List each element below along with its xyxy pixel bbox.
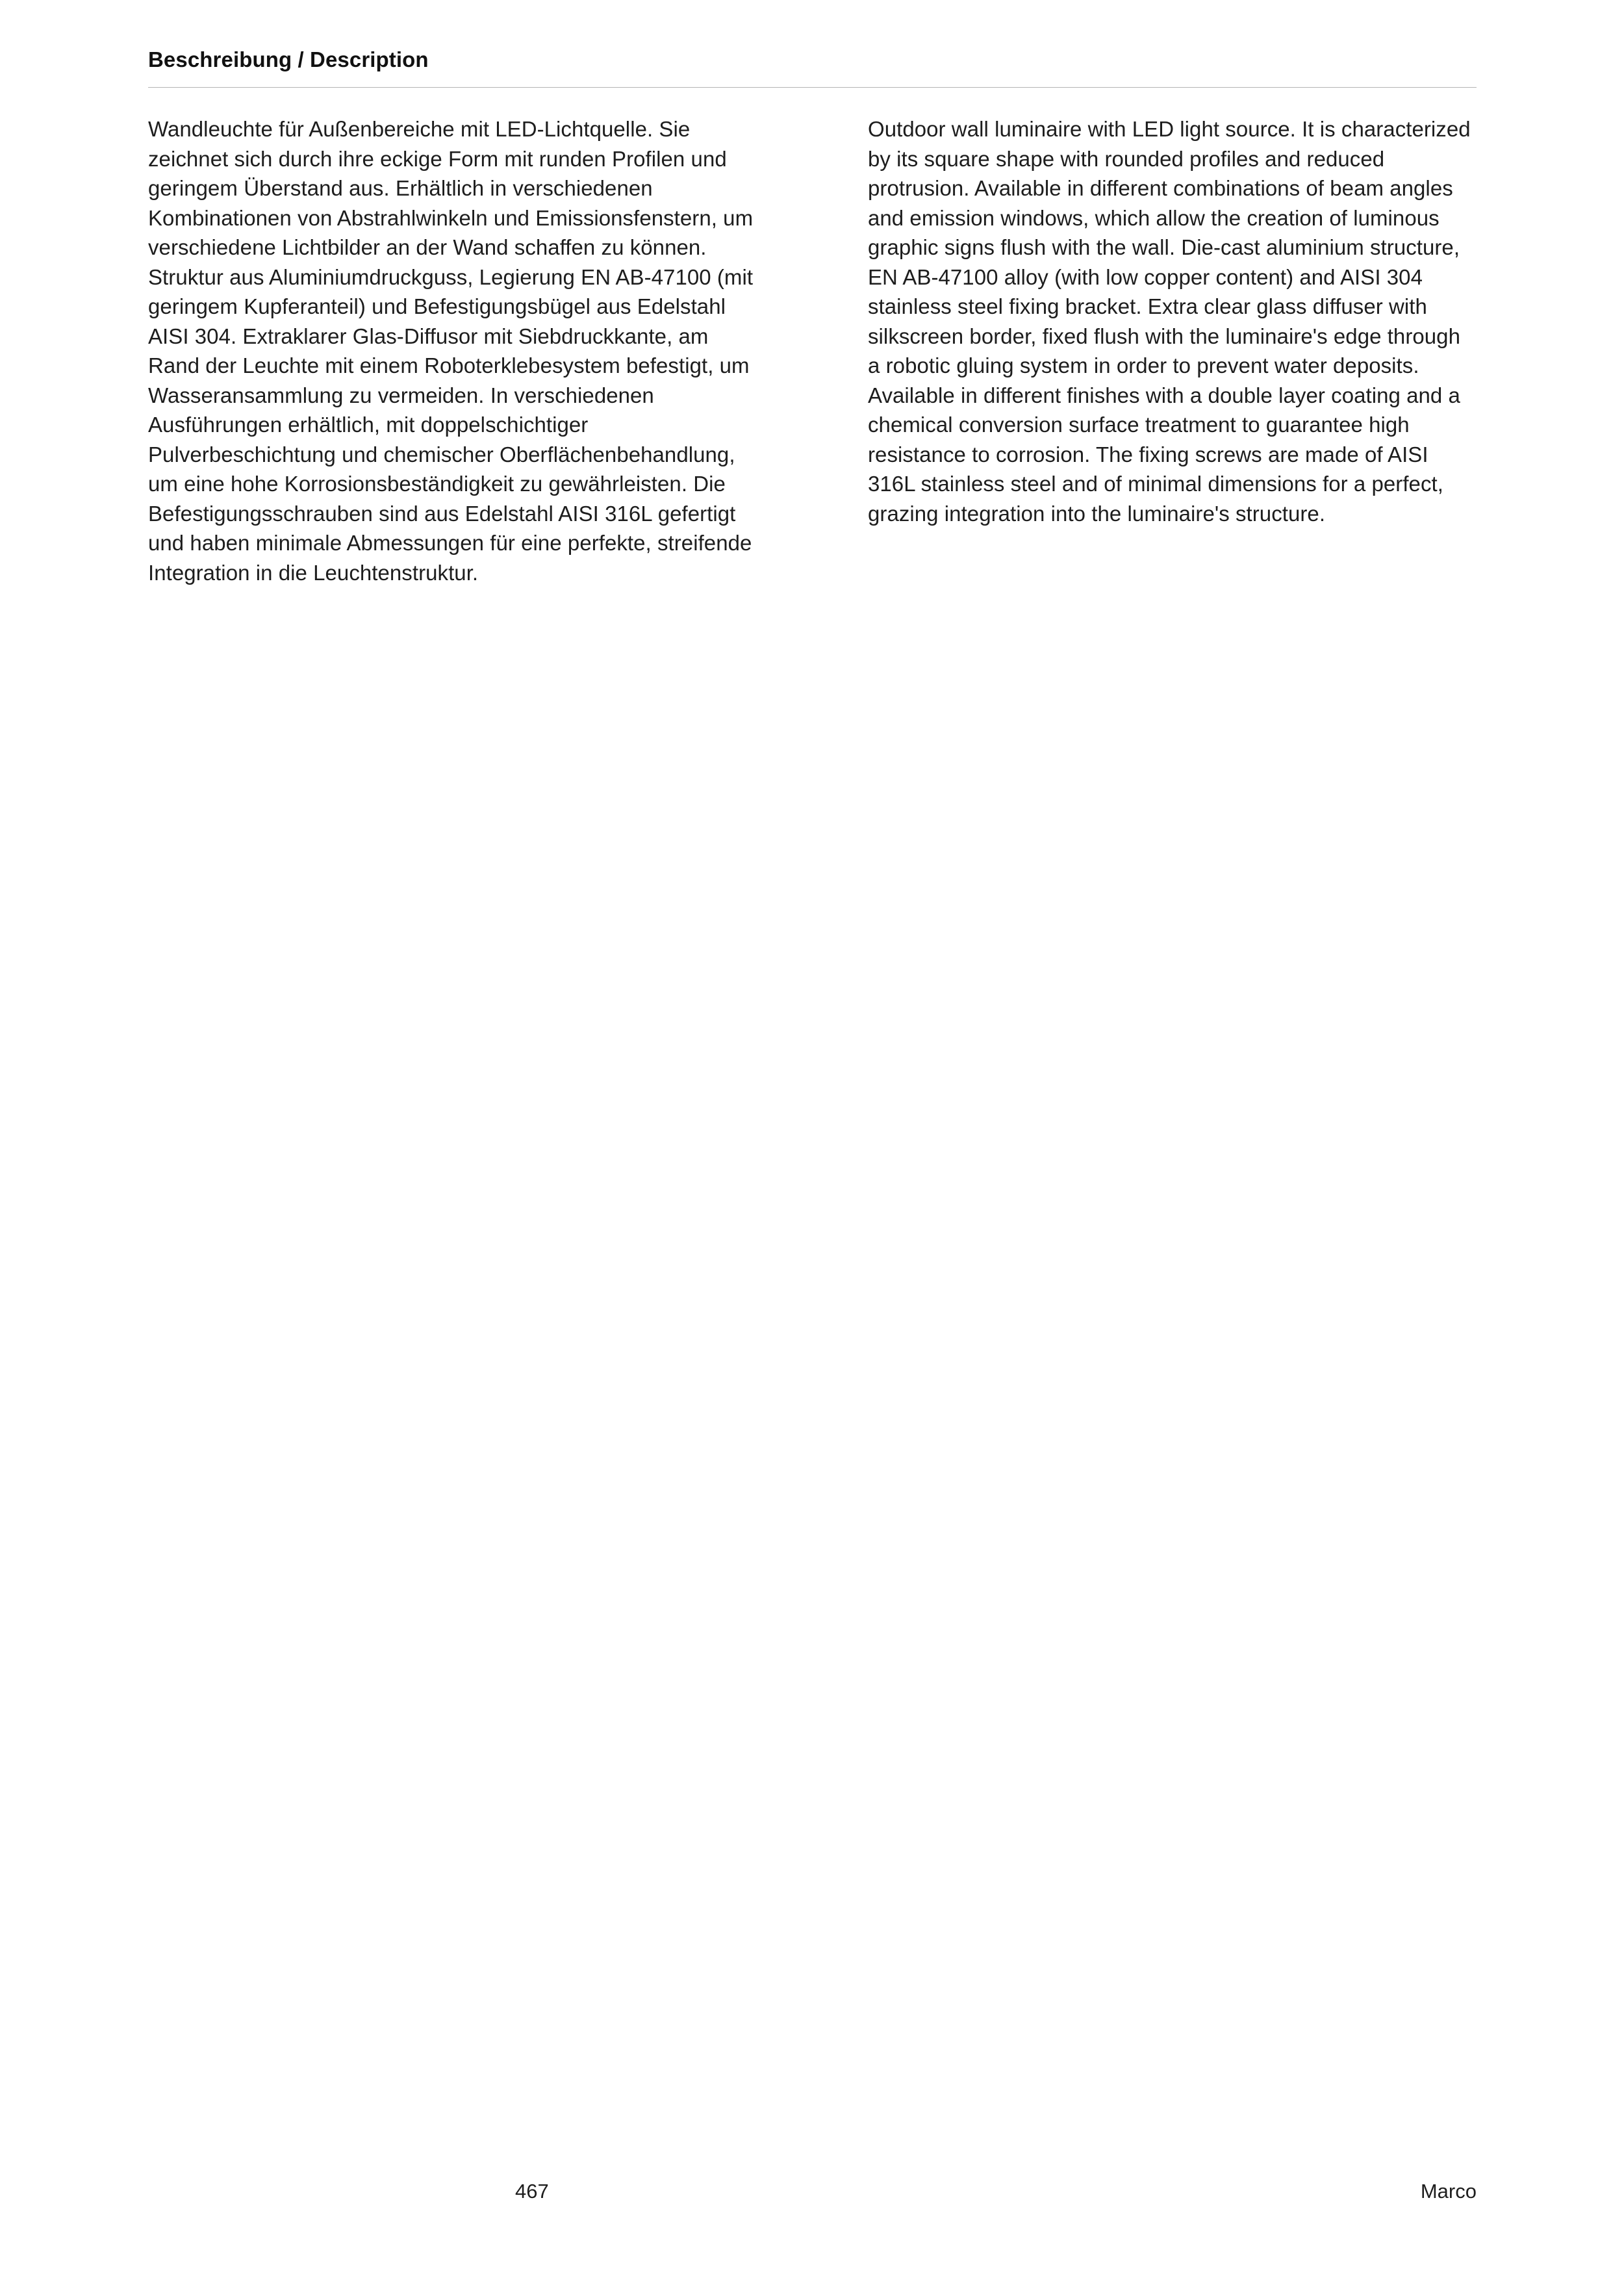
section-header bbox=[148, 47, 1477, 88]
page-number: 467 bbox=[515, 2180, 549, 2203]
description-columns bbox=[148, 114, 1477, 587]
page-title: Beschreibung / Description bbox=[148, 47, 429, 71]
description-column-german bbox=[148, 114, 756, 587]
header-divider bbox=[148, 87, 1477, 88]
description-text-german: Wandleuchte für Außenbereiche mit LED-Lichtquelle. Sie zeichnet sich durch ihre eckige Form mit runden Profilen und geringem Überstand aus. Erhältlich in verschiedenen Kombinationen von Abstrahlwinkeln und Emissionsfenstern, um verschiedene Lichtbilder an der Wand schaffen zu können. Struktur aus Aluminiumdruckguss, Legierung EN AB-47100 (mit geringem Kupferanteil) und Befestigungsbügel aus Edelstahl AISI 304. Extraklarer Glas-Diffusor mit Siebdruckkante, am Rand der Leuchte mit einem Roboterklebesystem befestigt, um Wasseransammlung zu vermeiden. In verschiedenen Ausführungen erhältlich, mit doppelschichtiger Pulverbeschichtung und chemischer Oberflächenbehandlung, um eine hohe Korrosionsbeständigkeit zu gewährleisten. Die Befestigungsschrauben sind aus Edelstahl AISI 316L gefertigt und haben minimale Abmessungen für eine perfekte, streifende Integration in die Leuchtenstruktur. bbox=[148, 117, 754, 585]
description-text-english: Outdoor wall luminaire with LED light source. It is characterized by its square shape with rounded profiles and reduced protrusion. Available in different combinations of beam angles and emission windows, which allow the creation of luminous graphic signs flush with the wall. Die-cast aluminium structure, EN AB-47100 alloy (with low copper content) and AISI 304 stainless steel fixing bracket. Extra clear glass diffuser with silkscreen border, fixed flush with the luminaire's edge through a robotic gluing system in order to prevent water deposits. Available in different finishes with a double layer coating and a chemical conversion surface treatment to guarantee high resistance to corrosion. The fixing screws are made of AISI 316L stainless steel and of minimal dimensions for a perfect, grazing integration into the luminaire's structure. bbox=[868, 117, 1471, 526]
brand-name: Marco bbox=[1420, 2180, 1477, 2203]
description-column-english bbox=[868, 114, 1476, 587]
